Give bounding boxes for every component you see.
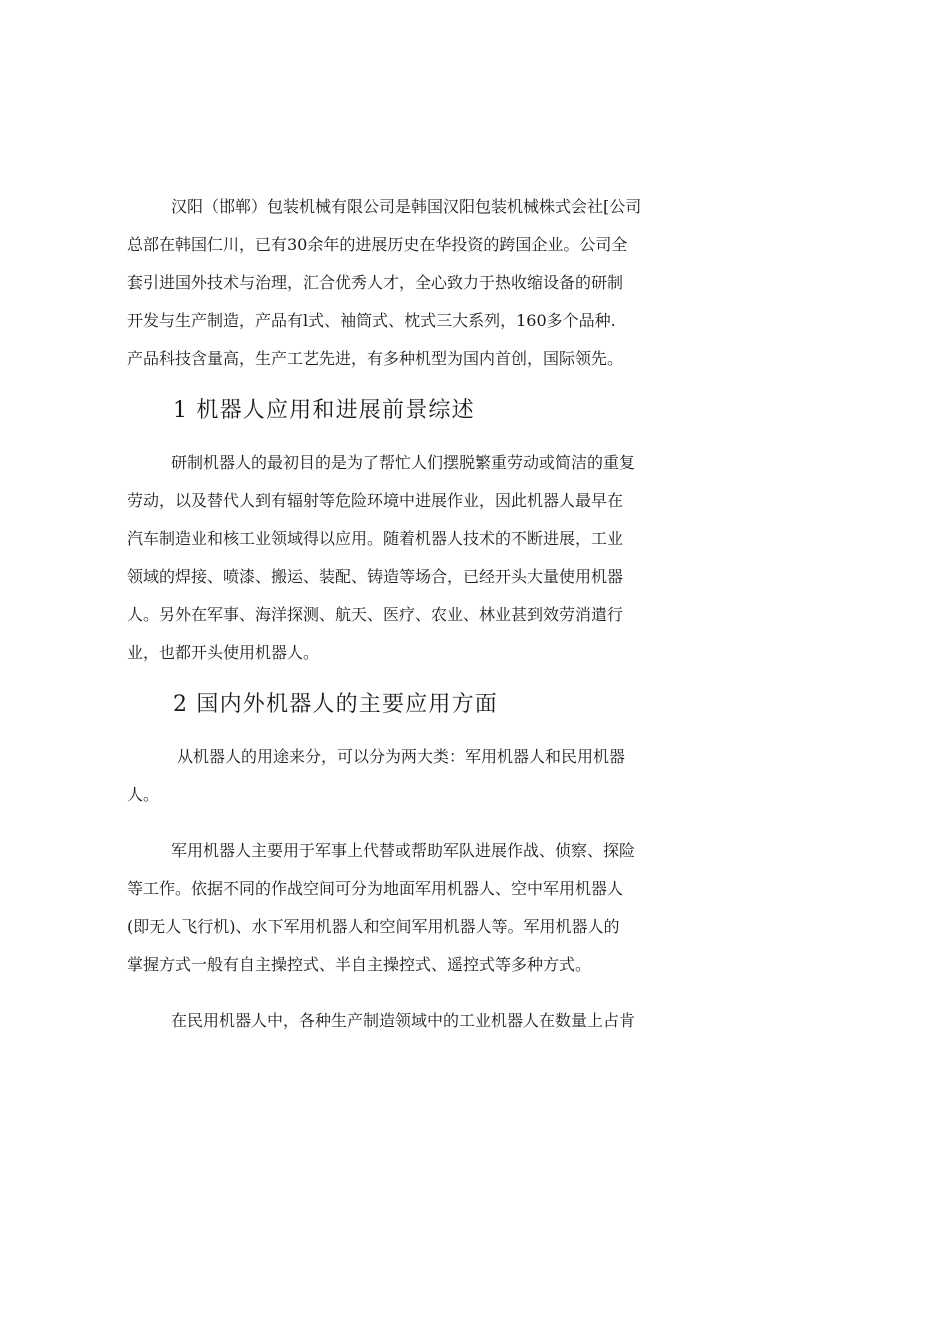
paragraph-line: 开发与生产制造，产品有l式、袖筒式、枕式三大系列，160多个品种. (127, 311, 616, 330)
paragraph-line: 等工作。依据不同的作战空间可分为地面军用机器人、空中军用机器人 (127, 879, 624, 898)
paragraph-line: 掌握方式一般有自主操控式、半自主操控式、遥控式等多种方式。 (127, 955, 592, 974)
paragraph-line: 研制机器人的最初目的是为了帮忙人们摆脱繁重劳动或简洁的重复 (171, 453, 636, 472)
paragraph-line: 汽车制造业和核工业领域得以应用。随着机器人技术的不断进展，工业 (127, 529, 624, 548)
paragraph-line: 产品科技含量高，生产工艺先进，有多种机型为国内首创，国际领先。 (127, 349, 624, 368)
paragraph-military-robots (127, 832, 830, 984)
paragraph-robot-categories (127, 738, 830, 814)
paragraph-line: 人。 (127, 785, 160, 804)
paragraph-civil-robots (127, 1002, 830, 1040)
paragraph-line: 总部在韩国仁川，已有30余年的进展历史在华投资的跨国企业。公司全 (127, 235, 628, 254)
paragraph-line: 从机器人的用途来分，可以分为两大类：军用机器人和民用机器 (177, 747, 626, 766)
paragraph-line: 军用机器人主要用于军事上代替或帮助军队进展作战、侦察、探险 (171, 841, 636, 860)
paragraph-line: 汉阳（邯郸）包装机械有限公司是韩国汉阳包装机械株式会社[公司 (171, 197, 642, 216)
paragraph-line: 业，也都开头使用机器人。 (127, 643, 320, 662)
section-heading-1: 1 机器人应用和进展前景综述 (173, 398, 475, 423)
paragraph-line: 人。另外在军事、海洋探测、航天、医疗、农业、林业甚到效劳消遣行 (127, 605, 624, 624)
paragraph-line: 在民用机器人中，各种生产制造领域中的工业机器人在数量上占肯 (171, 1011, 636, 1030)
section-heading-2: 2 国内外机器人的主要应用方面 (173, 692, 498, 717)
paragraph-line: 劳动，以及替代人到有辐射等危险环境中进展作业，因此机器人最早在 (127, 491, 624, 510)
paragraph-line: 领域的焊接、喷漆、搬运、装配、铸造等场合，已经开头大量使用机器 (127, 567, 624, 586)
document-page (127, 188, 830, 1058)
paragraph-line: 套引进国外技术与治理，汇合优秀人才，全心致力于热收缩设备的研制 (127, 273, 624, 292)
paragraph-robot-overview (127, 444, 830, 672)
paragraph-line: (即无人飞行机)、水下军用机器人和空间军用机器人等。军用机器人的 (127, 917, 620, 936)
paragraph-company-intro (127, 188, 830, 378)
